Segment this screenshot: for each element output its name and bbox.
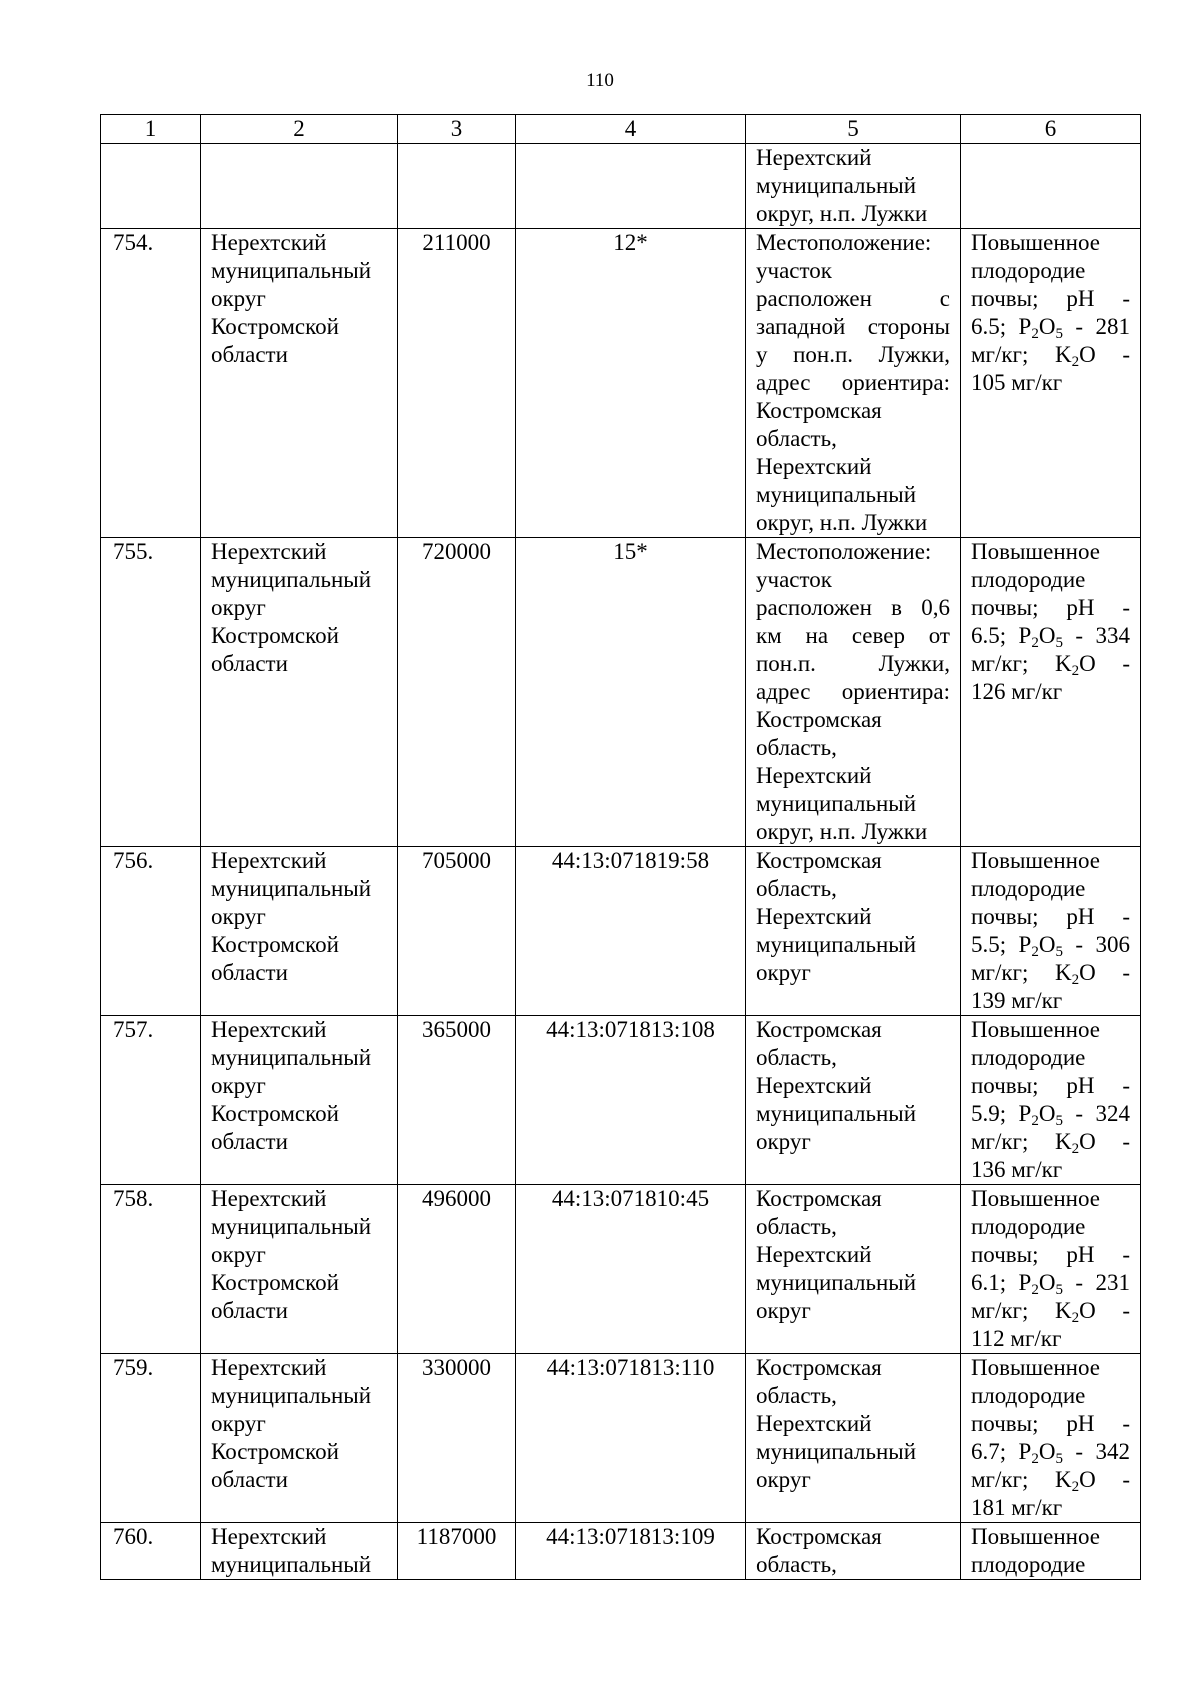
cell-line: округ	[756, 1129, 811, 1154]
cell-line: Костромской	[211, 1101, 339, 1126]
fertility-line: плодородие	[971, 567, 1086, 592]
fertility-line: плодородие	[971, 1214, 1086, 1239]
cell-line: области	[211, 1129, 288, 1154]
cell-line: область,	[756, 735, 837, 760]
fertility-line: 126 мг/кг	[971, 679, 1063, 704]
location-cell	[746, 144, 961, 229]
cell-line: Нерехтский	[211, 1524, 327, 1549]
cell-line: Костромская	[756, 1524, 882, 1549]
fertility-line: 6.5; $P_2O_5 - 281$	[971, 314, 1130, 342]
location-cell	[746, 1185, 961, 1354]
cell-line: Нерехтский	[211, 539, 327, 564]
fertility-line: 6.5; $P_2O_5 - 334$	[971, 623, 1130, 651]
cell-line: округ, н.п. Лужки	[756, 819, 928, 844]
column-header: 5	[746, 115, 961, 144]
cell-line: Костромская	[756, 848, 882, 873]
location-cell	[746, 229, 961, 538]
location-cell	[746, 1354, 961, 1523]
cell-line: округ	[211, 595, 266, 620]
cell-line: Нерехтский	[211, 230, 327, 255]
cell-line: пон.п. Лужки,	[756, 651, 950, 676]
fertility-line: 181 мг/кг	[971, 1495, 1063, 1520]
row-number-cell: 759.	[101, 1354, 201, 1523]
cell-line: участок	[756, 567, 832, 592]
location-line: муниципальный	[756, 173, 917, 198]
fertility-line: 105 мг/кг	[971, 370, 1063, 395]
fertility-line: Повышенное	[971, 848, 1100, 873]
fertility-line: Повышенное	[971, 1355, 1100, 1380]
district-cell	[201, 1016, 398, 1185]
row-number-cell: 754.	[101, 229, 201, 538]
cell-line: муниципальный	[756, 932, 917, 957]
fertility-line: 112 мг/кг	[971, 1326, 1062, 1351]
cell-line: Местоположение:	[756, 230, 932, 255]
district-cell	[201, 1185, 398, 1354]
location-cell	[746, 847, 961, 1016]
district-cell	[201, 1523, 398, 1580]
cell-line: область,	[756, 1214, 837, 1239]
cell-line: муниципальный	[756, 1101, 917, 1126]
cell-line: округ	[756, 960, 811, 985]
cell-line: области	[211, 960, 288, 985]
cell-line: Костромской	[211, 1270, 339, 1295]
soil-fertility-cell	[961, 538, 1141, 847]
table-row	[101, 1016, 1141, 1185]
fertility-line: плодородие	[971, 258, 1086, 283]
fertility-line: Повышенное	[971, 1017, 1100, 1042]
fertility-line: почвы; pH -	[971, 1411, 1130, 1436]
fertility-line: плодородие	[971, 1045, 1086, 1070]
cell-line: муниципальный	[211, 876, 372, 901]
soil-fertility-cell	[961, 229, 1141, 538]
cell-line: Костромская	[756, 707, 882, 732]
cell-line: муниципальный	[211, 1214, 372, 1239]
cadastral-number-cell: 44:13:071810:45	[516, 1185, 746, 1354]
column-header: 1	[101, 115, 201, 144]
cell-line: Нерехтский	[211, 1355, 327, 1380]
cell-line: Костромская	[756, 398, 882, 423]
table-row	[101, 1523, 1141, 1580]
row-number-cell: 757.	[101, 1016, 201, 1185]
cell-line: Повышенное	[971, 1524, 1100, 1549]
cell-line: км на север от	[756, 623, 950, 648]
column-header: 3	[398, 115, 516, 144]
cell-line: Местоположение:	[756, 539, 932, 564]
cell-line: Нерехтский	[756, 904, 872, 929]
cell-line: округ	[756, 1467, 811, 1492]
cadastral-number-cell: 15*	[516, 538, 746, 847]
cell-line: расположен в 0,6	[756, 595, 950, 620]
cell-line: область,	[756, 1552, 837, 1577]
location-cell	[746, 1016, 961, 1185]
cell-line: адрес ориентира:	[756, 370, 950, 395]
soil-fertility-cell	[961, 1354, 1141, 1523]
soil-fertility-cell	[961, 1523, 1141, 1580]
cell-line: у пон.п. Лужки,	[756, 342, 950, 367]
cell-line: Нерехтский	[756, 454, 872, 479]
district-cell	[201, 1354, 398, 1523]
fertility-line: 5.9; $P_2O_5 - 324$	[971, 1101, 1130, 1129]
fertility-line: 6.7; $P_2O_5 - 342$	[971, 1439, 1130, 1467]
cell-line: муниципальный	[756, 1439, 917, 1464]
soil-fertility-cell	[961, 847, 1141, 1016]
cell-line: Нерехтский	[756, 763, 872, 788]
cell-line: Нерехтский	[756, 1073, 872, 1098]
fertility-line: почвы; pH -	[971, 904, 1130, 929]
cell-line: Нерехтский	[211, 848, 327, 873]
cell-line: области	[211, 342, 288, 367]
soil-fertility-cell	[961, 1185, 1141, 1354]
cell-line: Нерехтский	[756, 1242, 872, 1267]
cell-line: округ	[211, 286, 266, 311]
row-number-cell: 760.	[101, 1523, 201, 1580]
column-header: 2	[201, 115, 398, 144]
cell-line: муниципальный	[756, 791, 917, 816]
row-number-cell: 756.	[101, 847, 201, 1016]
page-number: 110	[586, 70, 614, 91]
cell-line: муниципальный	[756, 1270, 917, 1295]
district-cell	[201, 538, 398, 847]
fertility-line: плодородие	[971, 876, 1086, 901]
cell-line: участок	[756, 258, 832, 283]
cell-line: округ, н.п. Лужки	[756, 510, 928, 535]
fertility-line: мг/кг; $K_2O$ -	[971, 1129, 1130, 1157]
fertility-line: 5.5; $P_2O_5 - 306$	[971, 932, 1130, 960]
cadastral-number-cell: 44:13:071813:110	[516, 1354, 746, 1523]
soil-fertility-cell	[961, 1016, 1141, 1185]
area-cell: 1187000	[398, 1523, 516, 1580]
cell-line: расположен с	[756, 286, 950, 311]
location-line: округ, н.п. Лужки	[756, 201, 928, 226]
cell-line: округ	[211, 904, 266, 929]
column-header: 4	[516, 115, 746, 144]
cell-line: округ	[211, 1411, 266, 1436]
fertility-line: почвы; pH -	[971, 595, 1130, 620]
cell-line: муниципальный	[211, 258, 372, 283]
cell-line: область,	[756, 1383, 837, 1408]
cell-line: Костромской	[211, 1439, 339, 1464]
cadastral-number-cell: 44:13:071819:58	[516, 847, 746, 1016]
cadastral-number-cell: 44:13:071813:108	[516, 1016, 746, 1185]
cell-line: Костромская	[756, 1355, 882, 1380]
fertility-line: мг/кг; $K_2O$ -	[971, 960, 1130, 988]
land-plots-table	[100, 114, 1141, 1580]
district-cell	[201, 847, 398, 1016]
cell-line: Костромской	[211, 932, 339, 957]
cell-line: муниципальный	[211, 1552, 372, 1577]
location-cell	[746, 538, 961, 847]
cell-line: Костромская	[756, 1186, 882, 1211]
cell-line: Нерехтский	[211, 1017, 327, 1042]
cell-line: муниципальный	[211, 1383, 372, 1408]
fertility-line: Повышенное	[971, 539, 1100, 564]
area-cell: 720000	[398, 538, 516, 847]
cadastral-number-cell: 44:13:071813:109	[516, 1523, 746, 1580]
cell-line: Костромской	[211, 314, 339, 339]
fertility-line: мг/кг; $K_2O$ -	[971, 342, 1130, 370]
fertility-line: почвы; pH -	[971, 1242, 1130, 1267]
row-number-cell: 755.	[101, 538, 201, 847]
fertility-line: мг/кг; $K_2O$ -	[971, 1298, 1130, 1326]
fertility-line: 136 мг/кг	[971, 1157, 1063, 1182]
cell-line: округ	[211, 1073, 266, 1098]
table-row	[101, 1354, 1141, 1523]
cell-line: плодородие	[971, 1552, 1086, 1577]
table-row	[101, 229, 1141, 538]
cell-line: Нерехтский	[756, 1411, 872, 1436]
column-number-header-row	[101, 115, 1141, 144]
district-cell	[201, 229, 398, 538]
fertility-line: 6.1; $P_2O_5 - 231$	[971, 1270, 1130, 1298]
cell-line: округ	[756, 1298, 811, 1323]
cell-line: область,	[756, 1045, 837, 1070]
cell-line: область,	[756, 426, 837, 451]
cell-line: Костромской	[211, 623, 339, 648]
cell-line: области	[211, 1467, 288, 1492]
location-line: Нерехтский	[756, 145, 872, 170]
fertility-line: мг/кг; $K_2O$ -	[971, 651, 1130, 679]
fertility-line: почвы; pH -	[971, 1073, 1130, 1098]
area-cell: 365000	[398, 1016, 516, 1185]
cadastral-number-cell: 12*	[516, 229, 746, 538]
table-row	[101, 538, 1141, 847]
cell-line: области	[211, 651, 288, 676]
cell-line: Нерехтский	[211, 1186, 327, 1211]
area-cell: 330000	[398, 1354, 516, 1523]
area-cell: 496000	[398, 1185, 516, 1354]
fertility-line: мг/кг; $K_2O$ -	[971, 1467, 1130, 1495]
table-row	[101, 847, 1141, 1016]
fertility-line: плодородие	[971, 1383, 1086, 1408]
cell-line: округ	[211, 1242, 266, 1267]
cell-line: Костромская	[756, 1017, 882, 1042]
row-number-cell: 758.	[101, 1185, 201, 1354]
fertility-line: Повышенное	[971, 230, 1100, 255]
column-header: 6	[961, 115, 1141, 144]
cell-line: муниципальный	[211, 1045, 372, 1070]
cell-line: муниципальный	[756, 482, 917, 507]
area-cell: 211000	[398, 229, 516, 538]
table-row	[101, 1185, 1141, 1354]
fertility-line: 139 мг/кг	[971, 988, 1063, 1013]
location-cell	[746, 1523, 961, 1580]
continuation-row	[101, 144, 1141, 229]
fertility-line: почвы; pH -	[971, 286, 1130, 311]
cell-line: адрес ориентира:	[756, 679, 950, 704]
cell-line: муниципальный	[211, 567, 372, 592]
fertility-line: Повышенное	[971, 1186, 1100, 1211]
cell-line: области	[211, 1298, 288, 1323]
area-cell: 705000	[398, 847, 516, 1016]
cell-line: область,	[756, 876, 837, 901]
cell-line: западной стороны	[756, 314, 950, 339]
